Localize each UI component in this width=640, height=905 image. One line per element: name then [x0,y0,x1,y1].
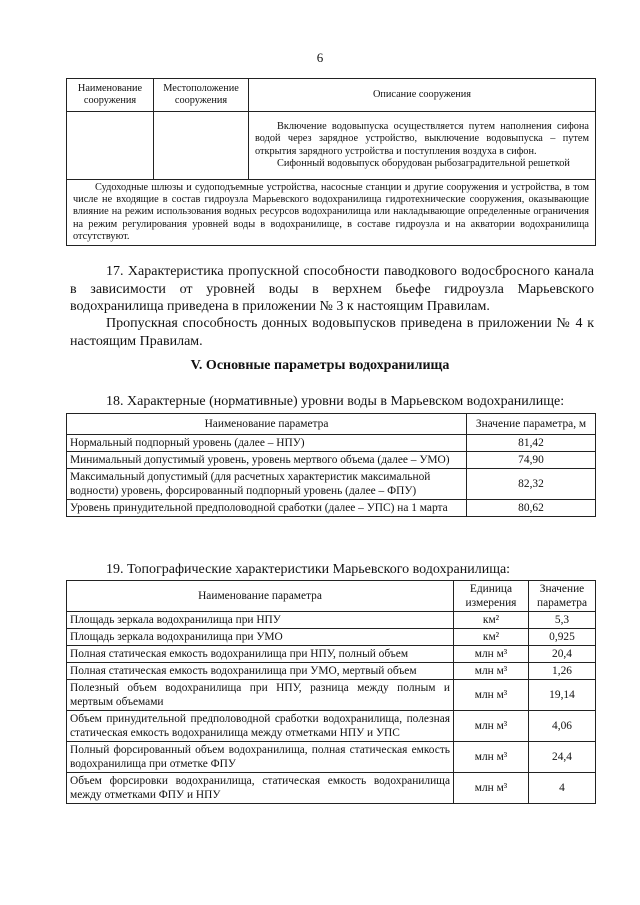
parameter-value: 5,3 [529,612,596,629]
description-paragraph: Сифонный водовыпуск оборудован рыбозаградительной решеткой [277,158,570,169]
table-row [67,452,596,469]
parameter-name: Максимальный допустимый (для расчетных характеристик максимальной водности) уровень, форсированный подпорный уровень (далее – ФПУ) [67,469,467,500]
paragraph-19: 19. Топографические характеристики Марьевского водохранилища: [106,562,511,577]
parameter-unit: млн м³ [454,680,529,711]
table-note-row [67,180,596,246]
header-parameter-name: Наименование параметра [67,581,454,612]
parameter-value: 24,4 [529,742,596,773]
header-parameter-name: Наименование параметра [67,414,467,435]
parameter-name: Полный форсированный объем водохранилища, полная статическая емкость водохранилища при отметке ФПУ [67,742,454,773]
parameter-value: 0,925 [529,629,596,646]
table-header-row [67,79,596,112]
parameter-name: Полная статическая емкость водохранилища при УМО, мертвый объем [67,663,454,680]
note-text: Судоходные шлюзы и судоподъемные устройства, насосные станции и другие сооружения и устройства, в том числе не входящие в состав гидроузла Марьевского водохранилища гидротехнические сооружения, оказывающие влияние на режим использования водных ресурсов водохранилища или накладывающие определенные ограничения на режим регулирования уровней воды в водохранилище, в составе гидроузла и на акватории водохранилища отсутствуют. [73,182,589,242]
header-structure-location: Местоположение сооружения [154,79,249,112]
table-row [67,680,596,711]
table-row [67,612,596,629]
table-row [67,711,596,742]
parameter-value: 81,42 [467,435,596,452]
structures-table [66,78,596,246]
table-row [67,500,596,517]
topographic-table [66,580,596,804]
header-structure-name: Наименование сооружения [67,79,154,112]
parameter-unit: км² [454,612,529,629]
parameter-value: 74,90 [467,452,596,469]
table-row [67,435,596,452]
parameter-name: Площадь зеркала водохранилища при НПУ [67,612,454,629]
parameter-name: Объем форсировки водохранилища, статическая емкость водохранилища между отметками ФПУ и НПУ [67,773,454,804]
parameter-name: Полезный объем водохранилища при НПУ, разница между полным и мертвым объемами [67,680,454,711]
water-levels-table [66,413,596,517]
table-row [67,629,596,646]
header-structure-description: Описание сооружения [249,79,596,112]
table-row [67,742,596,773]
table-header-row [67,414,596,435]
parameter-value: 80,62 [467,500,596,517]
parameter-name: Объем принудительной предполоводной сработки водохранилища, полезная статическая емкость водохранилища между отметками НПУ и УПС [67,711,454,742]
parameter-name: Площадь зеркала водохранилища при УМО [67,629,454,646]
parameter-unit: млн м³ [454,711,529,742]
structure-name-cell [67,112,154,180]
description-paragraph: Включение водовыпуска осуществляется путем наполнения сифона водой через зарядное устройство, выключение водовыпуска – путем открытия зарядного устройства и поступления воздуха в сифон. [255,120,589,157]
parameter-name: Полная статическая емкость водохранилища при НПУ, полный объем [67,646,454,663]
table-header-row [67,581,596,612]
parameter-value: 1,26 [529,663,596,680]
parameter-value: 4,06 [529,711,596,742]
header-unit: Единица измерения [454,581,529,612]
parameter-unit: км² [454,629,529,646]
parameter-unit: млн м³ [454,663,529,680]
table-row [67,112,596,180]
header-parameter-value: Значение параметра, м [467,414,596,435]
section-title: V. Основные параметры водохранилища [190,358,450,373]
parameter-value: 20,4 [529,646,596,663]
parameter-unit: млн м³ [454,773,529,804]
parameter-name: Уровень принудительной предполоводной сработки (далее – УПС) на 1 марта [67,500,467,517]
table-row [67,469,596,500]
paragraph-18: 18. Характерные (нормативные) уровни воды в Марьевском водохранилище: [106,394,565,409]
parameter-unit: млн м³ [454,742,529,773]
table-row [67,773,596,804]
structure-description-cell [249,112,596,180]
table-row [67,663,596,680]
parameter-unit: млн м³ [454,646,529,663]
parameter-value: 4 [529,773,596,804]
parameter-value: 19,14 [529,680,596,711]
page-number: 6 [316,50,324,65]
paragraph-17: 17. Характеристика пропускной способности паводкового водосбросного канала в зависимости от уровней воды в верхнем бьефе гидроузла Марьевского водохранилища приведена в приложении № 3 к настоящим Правилам. [70,264,594,314]
table-note [67,180,596,246]
header-parameter-value: Значение параметра [529,581,596,612]
table-row [67,646,596,663]
parameter-name: Минимальный допустимый уровень, уровень мертвого объема (далее – УМО) [67,452,467,469]
parameter-name: Нормальный подпорный уровень (далее – НПУ) [67,435,467,452]
structure-location-cell [154,112,249,180]
paragraph-17-continued: Пропускная способность донных водовыпусков приведена в приложении № 4 к настоящим Правилам. [70,316,594,349]
parameter-value: 82,32 [467,469,596,500]
